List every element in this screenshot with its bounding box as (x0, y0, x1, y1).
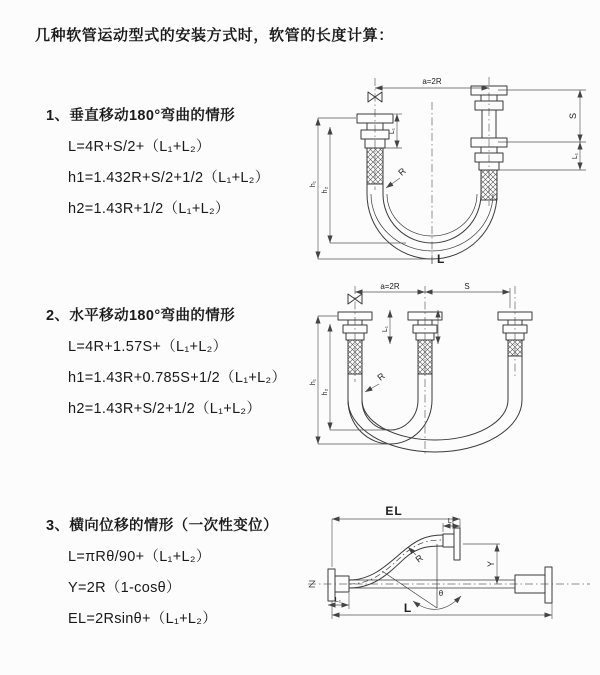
lateral-displacement-diagram (300, 497, 600, 655)
formula-line: h1=1.43R+0.785S+1/2（L₁+L₂） (68, 370, 287, 386)
dim-label-l1: L₁ (382, 325, 389, 333)
centerlines (355, 286, 515, 454)
dim-label-h1: h₁ (310, 378, 317, 386)
braided-hose-section (367, 148, 383, 184)
braided-hose-section (418, 340, 432, 374)
formula-line: L=4R+S/2+（L₁+L₂） (68, 139, 211, 155)
dim-label-a2r: a=2R (380, 282, 400, 291)
dimensions (318, 288, 510, 444)
dim-label-s: S (568, 112, 578, 120)
horizontal-180-bend-diagram (305, 282, 600, 460)
pipe-nipple (443, 534, 454, 547)
dim-label-r: R (396, 165, 408, 178)
hose-curve (349, 546, 443, 588)
dim-label-r: R (375, 370, 387, 383)
braided-hose-section (508, 340, 522, 356)
dim-label-r: R (413, 552, 425, 565)
flange (545, 567, 552, 603)
dim-label-h2: h₂ (322, 388, 329, 396)
dim-label-a2r: a=2R (422, 77, 442, 86)
hose-arc (362, 356, 508, 440)
dim-label-l1: L₁ (447, 518, 455, 525)
formula-line: h2=1.43R+S/2+1/2（L₁+L₂） (68, 401, 262, 417)
formula-line: h2=1.43R+1/2（L₁+L₂） (68, 201, 230, 217)
dim-label-s: S (464, 282, 470, 291)
section-horizontal-movement (46, 304, 326, 428)
flange (454, 528, 460, 560)
braided-hose-section (481, 170, 497, 200)
dim-label-l: L (403, 601, 413, 615)
page-title: 几种软管运动型式的安装方式时，软管的长度计算： (35, 27, 394, 44)
dim-label-theta: θ (438, 589, 444, 598)
formula-line: EL=2Rsinθ+（L₁+L₂） (68, 611, 218, 627)
formula-line: L=4R+1.57S+（L₁+L₂） (68, 339, 228, 355)
dim-label-h2: h₂ (322, 186, 329, 194)
dim-label-l1: L₁ (334, 597, 342, 604)
dim-label-l1: L₁ (389, 127, 396, 135)
section-2-heading: 2、水平移动180°弯曲的情形 (46, 308, 236, 324)
dim-label-h1: h₁ (310, 180, 317, 188)
dim-label-l1: L₁ (572, 152, 579, 160)
dim-label-el: EL (385, 504, 403, 518)
vertical-180-bend-diagram (308, 72, 600, 268)
formula-line: Y=2R（1-cosθ） (68, 580, 181, 596)
hose-arc (362, 374, 418, 430)
hose-curve (349, 535, 443, 580)
hose-arc (348, 374, 432, 444)
hose-arc (348, 356, 522, 452)
braided-hose-section (348, 340, 362, 374)
hose-assembly (309, 528, 552, 608)
section-vertical-movement (46, 104, 326, 228)
dim-label-l: L (437, 252, 446, 266)
dim-label-y: Y (486, 560, 496, 568)
formula-line: L=πRθ/90+（L₁+L₂） (68, 549, 211, 565)
section-lateral-displacement (46, 514, 326, 638)
section-1-heading: 1、垂直移动180°弯曲的情形 (46, 108, 236, 124)
dimensions (328, 519, 552, 619)
formula-line: h1=1.432R+S/2+1/2（L₁+L₂） (68, 170, 270, 186)
hose-assembly (338, 294, 532, 452)
section-3-heading: 3、横向位移的情形（一次性变位） (46, 518, 278, 534)
